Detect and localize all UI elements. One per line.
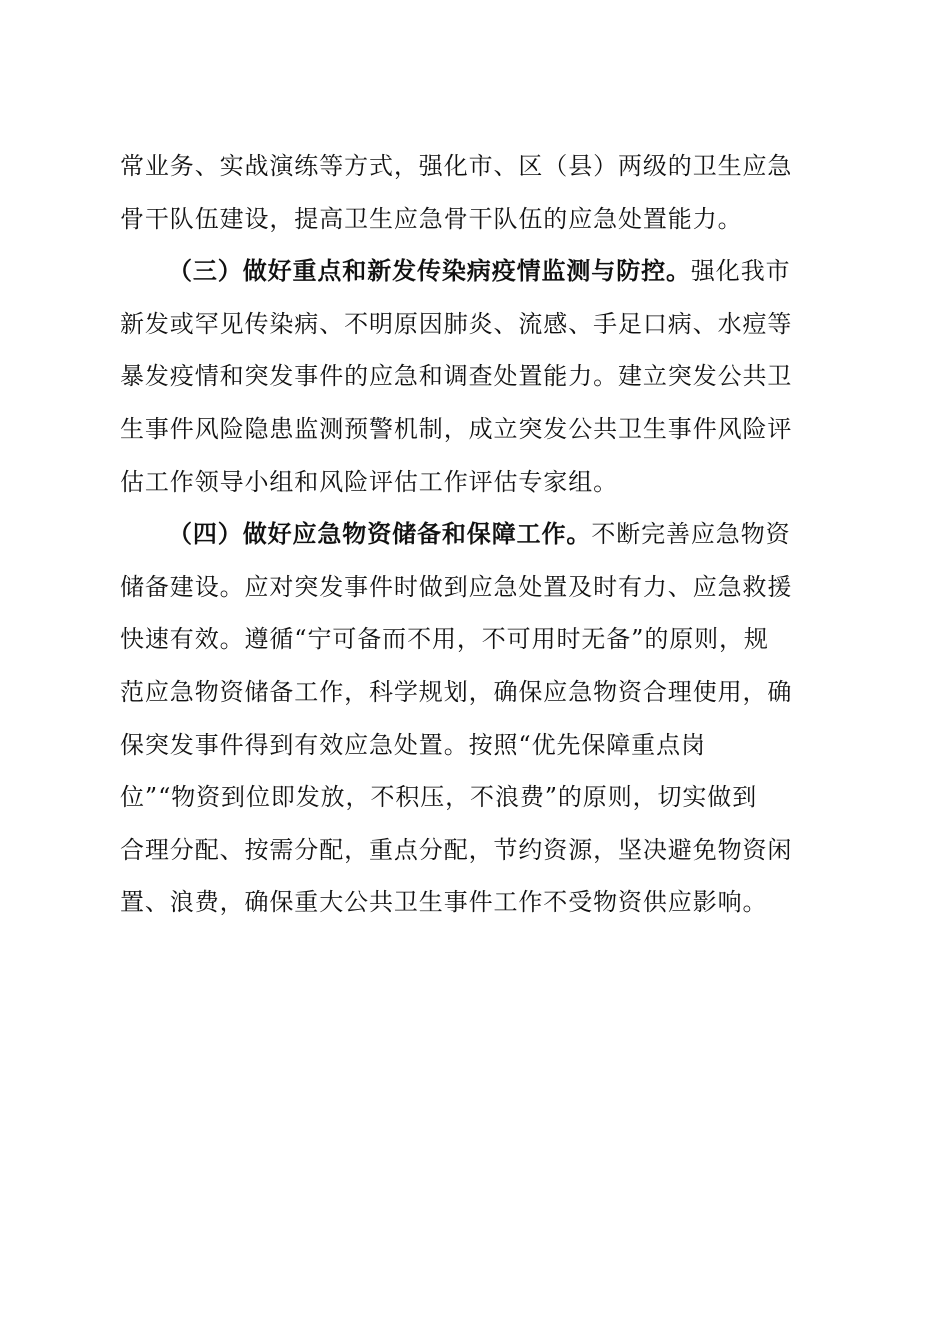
paragraph-line: 常业务、实战演练等方式，强化市、区（县）两级的卫生应急 [120, 152, 793, 180]
paragraph-line: 快速有效。遵循“宁可备而不用，不可用时无备”的原则，规 [120, 625, 769, 654]
section-3-heading: （三）做好重点和新发传染病疫情监测与防控。 [168, 256, 691, 286]
paragraph-line: 暴发疫情和突发事件的应急和调查处置能力。建立突发公共卫 [120, 362, 793, 391]
paragraph-line: 储备建设。应对突发事件时做到应急处置及时有力、应急救援 [120, 572, 793, 601]
paragraph-line: 骨干队伍建设，提高卫生应急骨干队伍的应急处置能力。 [120, 204, 743, 233]
section-4-heading: （四）做好应急物资储备和保障工作。 [168, 519, 592, 549]
paragraph-line: 范应急物资储备工作，科学规划，确保应急物资合理使用，确 [120, 677, 793, 706]
section-4-first-line [120, 508, 830, 561]
section-4-text: 不断完善应急物资 [591, 520, 791, 549]
paragraph-line: 位”“物资到位即发放，不积压，不浪费”的原则，切实做到 [120, 783, 758, 812]
paragraph-line: 新发或罕见传染病、不明原因肺炎、流感、手足口病、水痘等 [120, 309, 793, 338]
paragraph-line: 生事件风险隐患监测预警机制，成立突发公共卫生事件风险评 [120, 414, 793, 443]
document-body [120, 140, 830, 929]
section-3-first-line [120, 245, 830, 298]
paragraph-line: 置、浪费，确保重大公共卫生事件工作不受物资供应影响。 [120, 888, 768, 917]
paragraph-line: 保突发事件得到有效应急处置。按照“优先保障重点岗 [120, 730, 706, 759]
paragraph-line: 合理分配、按需分配，重点分配，节约资源，坚决避免物资闲 [120, 835, 793, 864]
paragraph-line: 估工作领导小组和风险评估工作评估专家组。 [120, 467, 618, 496]
section-3-text: 强化我市 [690, 257, 791, 286]
